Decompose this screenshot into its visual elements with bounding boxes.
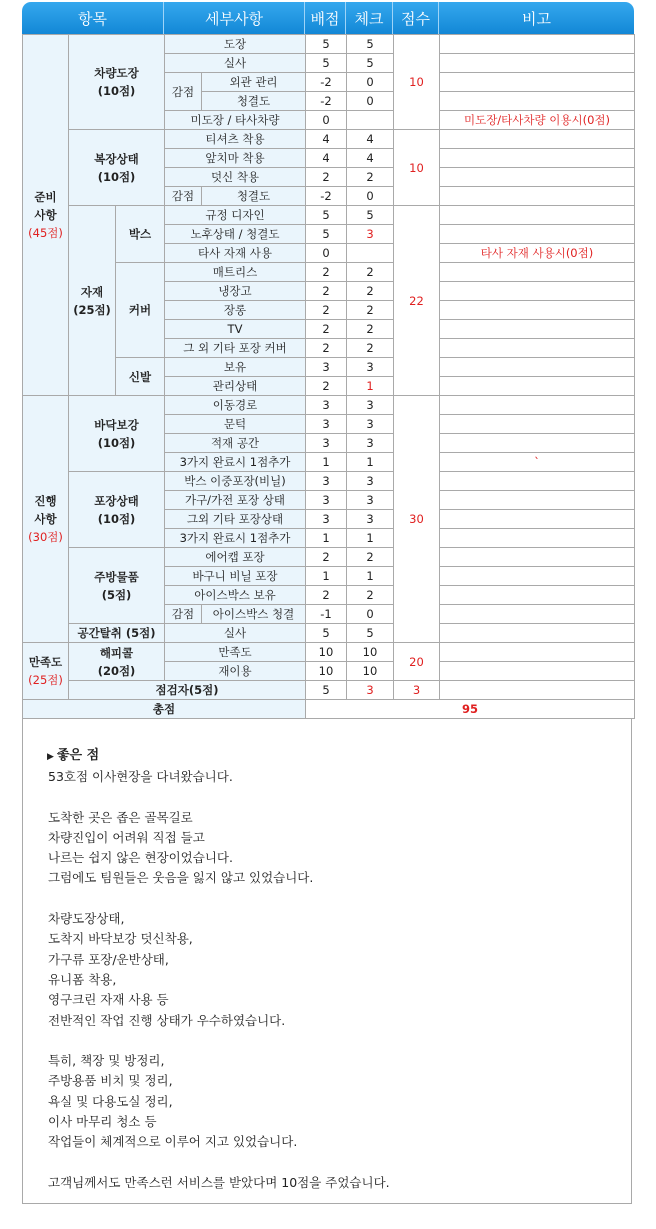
section-prep: 준비 사항 (45점) <box>23 35 69 396</box>
row-allot: 3 <box>306 491 347 510</box>
row-detail: 덧신 착용 <box>165 168 306 187</box>
note-line: 도착지 바닥보강 덧신착용, <box>48 931 193 947</box>
row-allot: 1 <box>306 567 347 586</box>
note-line: 도착한 곳은 좁은 골목길로 <box>48 809 193 825</box>
row-detail: 타사 자재 사용 <box>165 244 306 263</box>
row-detail: 아이스박스 청결 <box>202 605 306 624</box>
row-allot: 3 <box>306 510 347 529</box>
row-remark <box>440 130 635 149</box>
deduct-label: 감점 <box>165 605 202 624</box>
row-detail: 그외 기타 포장상태 <box>165 510 306 529</box>
row-remark <box>440 491 635 510</box>
row-remark <box>440 301 635 320</box>
row-remark: 타사 자재 사용시(0점) <box>440 244 635 263</box>
row-allot: 3 <box>306 472 347 491</box>
row-allot: 2 <box>306 301 347 320</box>
table-header <box>22 2 634 34</box>
row-remark <box>440 225 635 244</box>
note-line: 53호점 이사현장을 다녀왔습니다. <box>48 769 233 784</box>
row-check <box>347 244 394 263</box>
header-allot: 배점 <box>305 2 346 34</box>
row-detail: 청결도 <box>202 187 306 206</box>
group-material: 자재 (25점) <box>69 206 116 396</box>
subtotal-progress: 30 <box>394 396 440 643</box>
bullet-triangle-icon: ▶ <box>47 752 54 762</box>
row-detail: TV <box>165 320 306 339</box>
row-allot: 0 <box>306 244 347 263</box>
group-uniform: 복장상태 (10점) <box>69 130 165 206</box>
row-check: 2 <box>347 548 394 567</box>
row-detail: 매트리스 <box>165 263 306 282</box>
row-check: 0 <box>347 605 394 624</box>
row-allot: -2 <box>306 92 347 111</box>
row-allot: 5 <box>306 206 347 225</box>
row-detail: 아이스박스 보유 <box>165 586 306 605</box>
row-check: 3 <box>347 472 394 491</box>
group-cover: 커버 <box>116 263 165 358</box>
group-space: 공간탈취 (5점) <box>69 624 165 643</box>
row-allot: 5 <box>306 225 347 244</box>
row-allot: 5 <box>306 54 347 73</box>
row-remark <box>440 339 635 358</box>
row-remark <box>440 396 635 415</box>
table-row <box>23 643 635 662</box>
row-remark <box>440 73 635 92</box>
row-detail: 청결도 <box>202 92 306 111</box>
row-detail: 3가지 완료시 1점추가 <box>165 529 306 548</box>
row-detail: 가구/가전 포장 상태 <box>165 491 306 510</box>
row-remark <box>440 643 635 662</box>
notes-body <box>48 767 631 1193</box>
row-allot: 0 <box>306 111 347 130</box>
row-detail: 그 외 기타 포장 커버 <box>165 339 306 358</box>
row-detail: 적재 공간 <box>165 434 306 453</box>
group-box: 박스 <box>116 206 165 263</box>
row-detail: 재이용 <box>165 662 306 681</box>
note-line: 욕실 및 다용도실 정리, <box>48 1093 173 1109</box>
row-detail: 냉장고 <box>165 282 306 301</box>
note-line: 유니폼 착용, <box>48 971 117 987</box>
row-check: 3 <box>347 681 394 700</box>
table-row <box>23 624 635 643</box>
note-line: 영구크린 자재 사용 등 <box>48 992 169 1008</box>
score-sheet <box>22 2 634 719</box>
row-allot: 3 <box>306 358 347 377</box>
row-allot: 2 <box>306 263 347 282</box>
row-remark <box>440 187 635 206</box>
row-allot: 5 <box>306 681 347 700</box>
total-value: 95 <box>306 700 635 719</box>
row-check: 4 <box>347 149 394 168</box>
row-remark <box>440 282 635 301</box>
row-check: 3 <box>347 434 394 453</box>
group-happy-call: 해피콜 (20점) <box>69 643 165 681</box>
row-check: 1 <box>347 453 394 472</box>
row-check: 3 <box>347 415 394 434</box>
group-shoes: 신발 <box>116 358 165 396</box>
note-line: 전반적인 작업 진행 상태가 우수하였습니다. <box>48 1012 286 1028</box>
header-remark: 비고 <box>522 9 551 28</box>
row-detail: 외관 관리 <box>202 73 306 92</box>
row-check: 3 <box>347 491 394 510</box>
group-inspector: 점검자(5점) <box>69 681 306 700</box>
row-check <box>347 111 394 130</box>
score-table <box>22 34 635 719</box>
subtotal-material: 22 <box>394 206 440 396</box>
header-check: 체크 <box>346 2 393 34</box>
row-allot: -1 <box>306 605 347 624</box>
row-remark <box>440 510 635 529</box>
notes-title: ▶ 좋은 점 <box>47 748 100 763</box>
row-allot: 5 <box>306 624 347 643</box>
row-detail: 실사 <box>165 624 306 643</box>
note-line <box>48 889 631 909</box>
row-remark <box>440 529 635 548</box>
table-row <box>23 472 635 491</box>
total-row <box>23 700 635 719</box>
note-line: 나르는 쉽지 않은 현장이었습니다. <box>48 850 233 866</box>
row-allot: 2 <box>306 168 347 187</box>
row-detail: 티셔츠 착용 <box>165 130 306 149</box>
row-score: 3 <box>394 681 440 700</box>
row-remark <box>440 472 635 491</box>
row-detail: 도장 <box>165 35 306 54</box>
row-remark <box>440 624 635 643</box>
row-remark <box>440 662 635 681</box>
row-allot: 2 <box>306 339 347 358</box>
row-remark <box>440 206 635 225</box>
row-check: 3 <box>347 396 394 415</box>
row-remark <box>440 605 635 624</box>
row-detail: 바구니 비닐 포장 <box>165 567 306 586</box>
row-allot: 3 <box>306 396 347 415</box>
deduct-label: 감점 <box>165 73 202 111</box>
note-line: 고객님께서도 만족스런 서비스를 받았다며 10점을 주었습니다. <box>48 1174 390 1190</box>
row-allot: 3 <box>306 434 347 453</box>
row-detail: 규정 디자인 <box>165 206 306 225</box>
row-check: 1 <box>347 567 394 586</box>
row-detail: 미도장 / 타사차량 <box>165 111 306 130</box>
note-line <box>48 1031 631 1051</box>
note-line: 이사 마무리 청소 등 <box>48 1114 157 1130</box>
row-remark <box>440 434 635 453</box>
row-allot: 2 <box>306 377 347 396</box>
row-remark <box>440 567 635 586</box>
row-detail: 보유 <box>165 358 306 377</box>
row-check: 2 <box>347 586 394 605</box>
row-check: 0 <box>347 187 394 206</box>
row-check: 5 <box>347 54 394 73</box>
row-remark <box>440 92 635 111</box>
row-check: 10 <box>347 662 394 681</box>
row-allot: 10 <box>306 643 347 662</box>
header-score: 점수 <box>393 2 439 34</box>
row-detail: 노후상태 / 청결도 <box>165 225 306 244</box>
group-packing: 포장상태 (10점) <box>69 472 165 548</box>
section-satisfaction: 만족도 (25점) <box>23 643 69 700</box>
row-allot: -2 <box>306 73 347 92</box>
row-detail: 실사 <box>165 54 306 73</box>
note-line: 차량진입이 어려워 직접 들고 <box>48 829 205 845</box>
row-check: 10 <box>347 643 394 662</box>
row-check: 3 <box>347 225 394 244</box>
row-remark <box>440 149 635 168</box>
row-allot: 2 <box>306 320 347 339</box>
row-allot: 5 <box>306 35 347 54</box>
row-check: 2 <box>347 339 394 358</box>
row-allot: 4 <box>306 149 347 168</box>
row-remark <box>440 263 635 282</box>
row-remark <box>440 586 635 605</box>
row-remark <box>440 168 635 187</box>
row-check: 4 <box>347 130 394 149</box>
row-check: 2 <box>347 168 394 187</box>
row-allot: 4 <box>306 130 347 149</box>
row-check: 2 <box>347 263 394 282</box>
row-allot: 3 <box>306 415 347 434</box>
row-detail: 관리상태 <box>165 377 306 396</box>
row-detail: 박스 이중포장(비닐) <box>165 472 306 491</box>
table-row <box>23 206 635 225</box>
row-allot: 1 <box>306 453 347 472</box>
note-line <box>48 787 631 807</box>
group-floor: 바닥보강 (10점) <box>69 396 165 472</box>
row-check: 2 <box>347 282 394 301</box>
group-vehicle: 차량도장 (10점) <box>69 35 165 130</box>
table-row <box>23 35 635 54</box>
row-check: 2 <box>347 320 394 339</box>
row-allot: 2 <box>306 586 347 605</box>
subtotal-happy-call: 20 <box>394 643 440 681</box>
row-remark <box>440 681 635 700</box>
row-check: 2 <box>347 301 394 320</box>
row-detail: 에어캡 포장 <box>165 548 306 567</box>
table-row <box>23 130 635 149</box>
row-remark <box>440 320 635 339</box>
group-kitchen: 주방물품 (5점) <box>69 548 165 624</box>
row-remark <box>440 54 635 73</box>
note-line: 주방용품 비치 및 정리, <box>48 1073 173 1089</box>
note-line <box>48 1153 631 1173</box>
row-check: 1 <box>347 529 394 548</box>
row-detail: 문턱 <box>165 415 306 434</box>
table-row <box>23 548 635 567</box>
row-allot: 1 <box>306 529 347 548</box>
note-line: 차량도장상태, <box>48 911 125 927</box>
row-check: 5 <box>347 206 394 225</box>
row-detail: 장롱 <box>165 301 306 320</box>
row-allot: -2 <box>306 187 347 206</box>
row-check: 3 <box>347 510 394 529</box>
table-row <box>23 396 635 415</box>
row-remark <box>440 35 635 54</box>
row-check: 0 <box>347 73 394 92</box>
note-line: 특히, 책장 및 방정리, <box>48 1053 165 1069</box>
row-detail: 이동경로 <box>165 396 306 415</box>
row-remark: ` <box>440 453 635 472</box>
row-check: 0 <box>347 92 394 111</box>
row-check: 5 <box>347 624 394 643</box>
note-line: 가구류 포장/운반상태, <box>48 951 169 967</box>
subtotal-uniform: 10 <box>394 130 440 206</box>
row-remark <box>440 548 635 567</box>
note-line: 작업들이 체계적으로 이루어 지고 있었습니다. <box>48 1134 298 1150</box>
deduct-label: 감점 <box>165 187 202 206</box>
total-label: 총점 <box>23 700 306 719</box>
row-detail: 앞치마 착용 <box>165 149 306 168</box>
row-allot: 2 <box>306 548 347 567</box>
row-check: 5 <box>347 35 394 54</box>
row-detail: 3가지 완료시 1점추가 <box>165 453 306 472</box>
note-line: 그럼에도 팀원들은 웃음을 잃지 않고 있었습니다. <box>48 870 314 886</box>
row-remark <box>440 358 635 377</box>
row-remark: 미도장/타사차량 이용시(0점) <box>440 111 635 130</box>
section-progress: 진행 사항 (30점) <box>23 396 69 643</box>
row-detail: 만족도 <box>165 643 306 662</box>
row-allot: 2 <box>306 282 347 301</box>
header-detail: 세부사항 <box>164 2 305 34</box>
row-remark <box>440 377 635 396</box>
header-item: 항목 <box>22 2 164 34</box>
notes-panel <box>22 718 632 1204</box>
subtotal-vehicle: 10 <box>394 35 440 130</box>
row-check: 3 <box>347 358 394 377</box>
row-allot: 10 <box>306 662 347 681</box>
row-check: 1 <box>347 377 394 396</box>
table-row <box>23 681 635 700</box>
row-remark <box>440 415 635 434</box>
